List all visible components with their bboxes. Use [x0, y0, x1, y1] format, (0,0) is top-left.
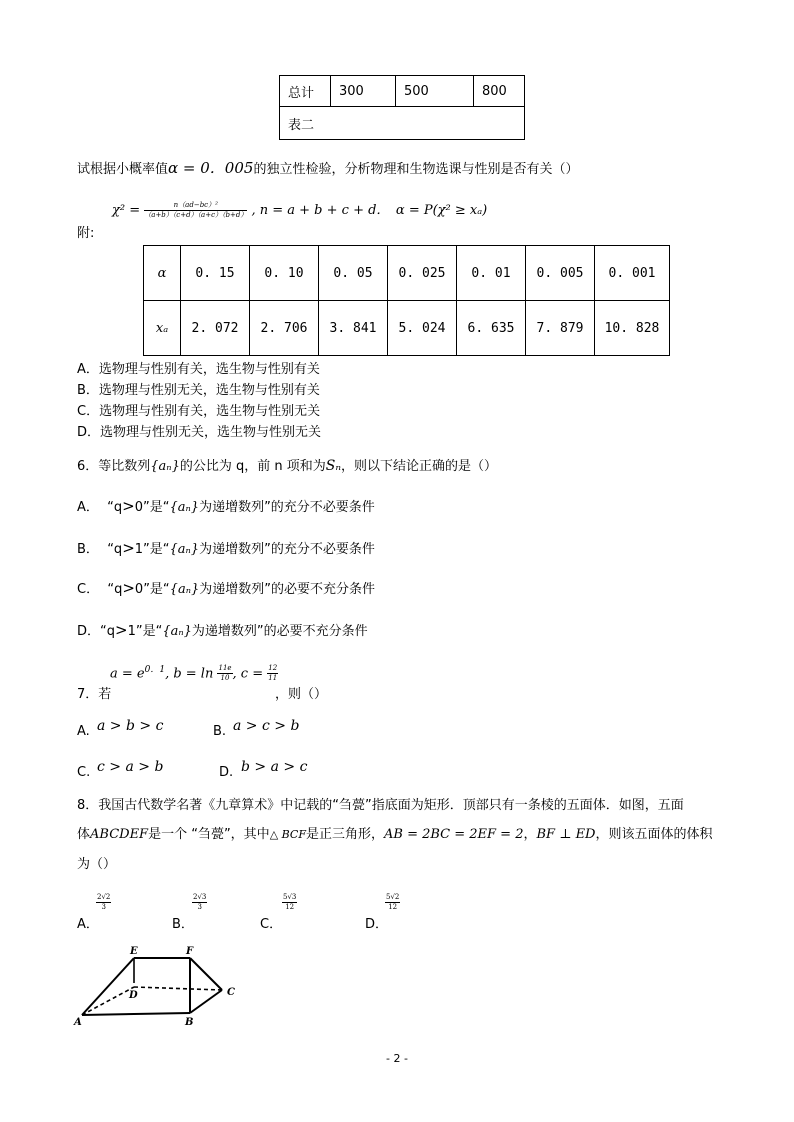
x-cell: 5. 024: [388, 301, 457, 356]
pentahedron-figure: [72, 943, 248, 1028]
total-value-2: 500: [396, 76, 474, 107]
x-cell: 6. 635: [457, 301, 526, 356]
q7-option-c-expr: c > a > b: [97, 759, 164, 775]
q8-line1: 8．我国古代数学名著《九章算术》中记载的“刍甍”指底面为矩形．顶部只有一条棱的五面体．如图，五面: [77, 798, 684, 813]
q5-option-b: B．选物理与性别无关，选生物与性别有关: [77, 383, 320, 398]
q8-line3: 为（）: [77, 857, 117, 872]
edge-cf: [190, 958, 222, 990]
q7-option-b: B.: [213, 724, 227, 739]
x-header: xₐ: [144, 301, 181, 356]
edge-ad: [82, 987, 134, 1015]
alpha-header: α: [144, 246, 181, 301]
q6-option-d: D．“q>1”是“{aₙ}为递增数列”的必要不充分条件: [77, 621, 368, 639]
label-f: F: [186, 946, 194, 957]
x-cell: 10. 828: [595, 301, 670, 356]
q7-number: 7．若: [77, 687, 112, 702]
q7-option-b-expr: a > c > b: [233, 718, 300, 734]
edge-dc: [134, 987, 222, 990]
q8-option-a-value: $\frac{2√2}{3}$: [97, 893, 111, 911]
chi-square-formula: χ² = $\frac{\text{n（ad−bc）²}}{(a+b)(c+d)(a+c)(b+d)}$ , n = a + b + c + d． α = P(χ² ≥ xₐ): [112, 201, 488, 219]
q6-option-b: B． “q>1”是“{aₙ}为递增数列”的充分不必要条件: [77, 539, 375, 557]
q8-option-b: B．: [172, 917, 194, 932]
summary-table: [279, 75, 525, 140]
label-d: D: [129, 990, 138, 1001]
critical-value-table: [143, 245, 670, 356]
x-cell: 3. 841: [319, 301, 388, 356]
q7-expression: $a = e^{0.1}$, b = ln $\frac{11e}{10}$ , c = $\frac{12}{11}$: [110, 664, 278, 683]
q5-intro: 试根据小概率值α = 0．005的独立性检验，分析物理和生物选课与性别是否有关（）: [77, 159, 579, 177]
q6-option-a: A． “q>0”是“{aₙ}为递增数列”的充分不必要条件: [77, 497, 375, 515]
q6-stem: 6．等比数列{aₙ}的公比为 q，前 n 项和为Sₙ，则以下结论正确的是（）: [77, 458, 498, 474]
label-c: C: [227, 987, 235, 998]
alpha-cell: 0. 05: [319, 246, 388, 301]
x-cell: 7. 879: [526, 301, 595, 356]
q7-option-c: C.: [77, 765, 91, 780]
alpha-cell: 0. 10: [250, 246, 319, 301]
q7-tail: ，则（）: [275, 687, 328, 702]
label-e: E: [130, 946, 138, 957]
x-cell: 2. 072: [181, 301, 250, 356]
q6-option-c: C． “q>0”是“{aₙ}为递增数列”的必要不充分条件: [77, 579, 375, 597]
q5-option-c: C．选物理与性别有关，选生物与性别无关: [77, 404, 321, 419]
q8-line2: 体ABCDEF是一个 “刍甍”，其中△ BCF是正三角形，AB = 2BC = 2EF = 2，BF ⊥ ED，则该五面体的体积: [77, 827, 713, 842]
label-a: A: [74, 1017, 82, 1028]
label-b: B: [185, 1017, 194, 1028]
q8-option-d: D．: [365, 917, 389, 932]
q5-option-d: D．选物理与性别无关，选生物与性别无关: [77, 425, 322, 440]
total-label: 总计: [280, 76, 331, 107]
alpha-cell: 0. 005: [526, 246, 595, 301]
q7-option-a-expr: a > b > c: [97, 718, 164, 734]
alpha-cell: 0. 001: [595, 246, 670, 301]
edge-bc: [190, 990, 222, 1013]
edge-ae: [82, 958, 134, 1015]
q5-option-a: A．选物理与性别有关，选生物与性别有关: [77, 362, 320, 377]
q8-option-a: A．: [77, 917, 99, 932]
total-value-1: 300: [331, 76, 396, 107]
alpha-cell: 0. 01: [457, 246, 526, 301]
q8-option-c: C．: [260, 917, 283, 932]
q8-option-b-value: $\frac{2√3}{3}$: [193, 893, 207, 911]
edge-ab: [82, 1013, 190, 1015]
q8-option-d-value: $\frac{5√2}{12}$: [386, 893, 400, 911]
q7-option-a: A.: [77, 724, 90, 739]
q8-option-c-value: $\frac{5√3}{12}$: [283, 893, 297, 911]
appendix-label: 附:: [77, 226, 95, 241]
alpha-cell: 0. 15: [181, 246, 250, 301]
table-caption: 表二: [280, 107, 525, 140]
alpha-cell: 0. 025: [388, 246, 457, 301]
q7-option-d: D.: [219, 765, 234, 780]
page-number: - 2 -: [386, 1052, 408, 1065]
x-cell: 2. 706: [250, 301, 319, 356]
total-value-3: 800: [474, 76, 525, 107]
q7-option-d-expr: b > a > c: [241, 759, 308, 775]
